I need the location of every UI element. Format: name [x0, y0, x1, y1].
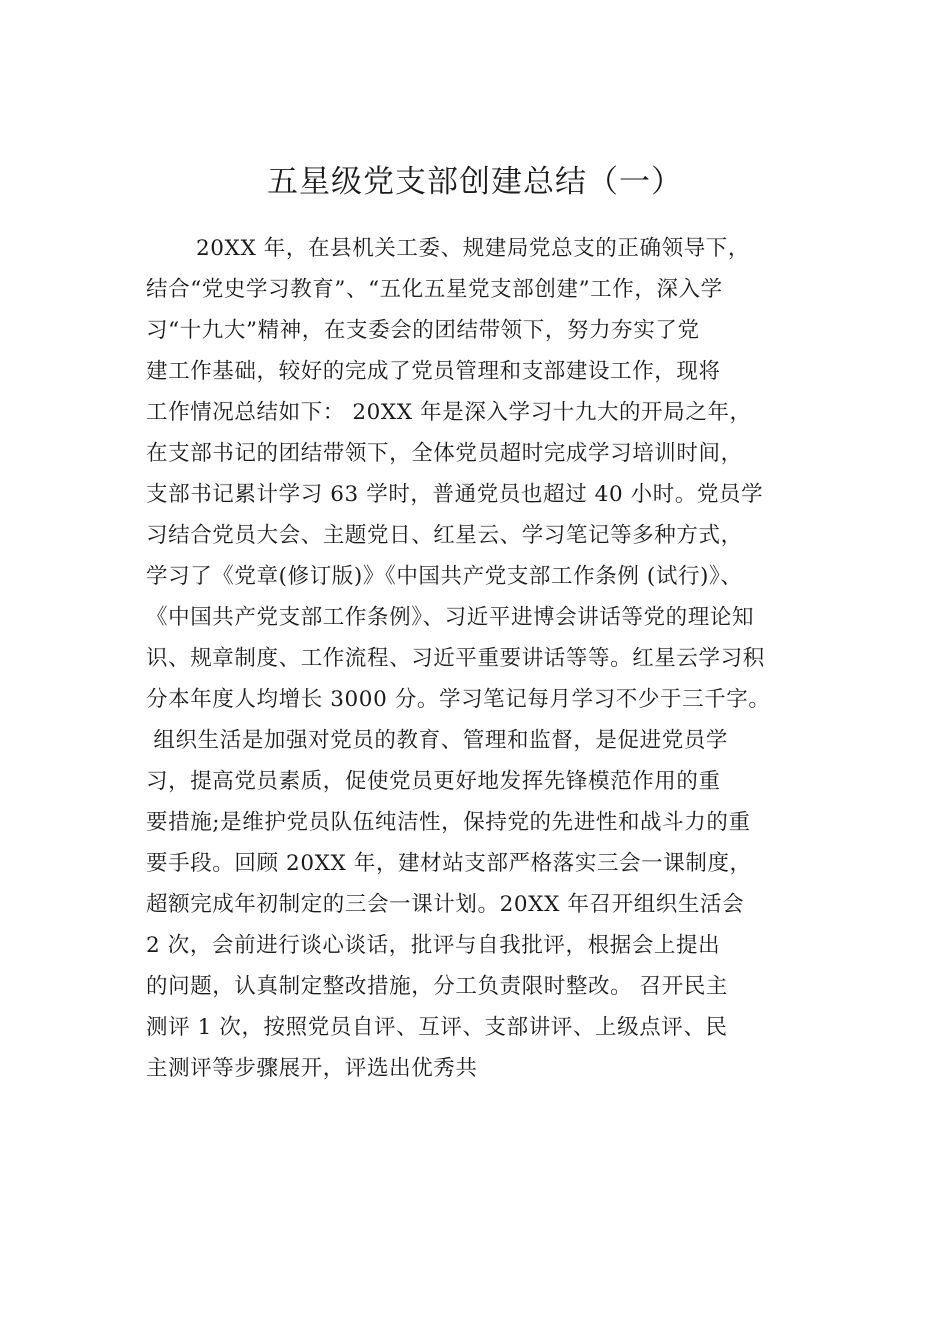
paragraph-line: 《中国共产党支部工作条例》、习近平进博会讲话等党的理论知 [146, 605, 755, 630]
paragraph-line: 学习了《党章(修订版)》《中国共产党支部工作条例 (试行)》、 [146, 564, 743, 589]
paragraph-line: 主测评等步骤展开，评选出优秀共 [146, 1056, 478, 1081]
paragraph-line: 组织生活是加强对党员的教育、管理和监督，是促进党员学 [146, 728, 729, 753]
paragraph-line: 支部书记累计学习 63 学时，普通党员也超过 40 小时。党员学 [146, 482, 764, 507]
paragraph-line: 习，提高党员素质，促使党员更好地发挥先锋模范作用的重 [146, 769, 721, 794]
paragraph-line: 20XX 年，在县机关工委、规建局党总支的正确领导下， [196, 236, 751, 261]
document-body [146, 228, 846, 1089]
paragraph-line: 超额完成年初制定的三会一课计划。20XX 年召开组织生活会 [146, 892, 745, 917]
paragraph-line: 习“十九大”精神，在支委会的团结带领下，努力夯实了党 [146, 318, 700, 343]
paragraph-line: 识、规章制度、工作流程、习近平重要讲话等等。红星云学习积 [146, 646, 765, 671]
paragraph-line: 结合“党史学习教育”、“五化五星党支部创建”工作，深入学 [146, 277, 723, 302]
paragraph-line: 在支部书记的团结带领下，全体党员超时完成学习培训时间， [146, 441, 743, 466]
paragraph-line: 要措施;是维护党员队伍纯洁性，保持党的先进性和战斗力的重 [146, 810, 751, 835]
paragraph-line: 2 次，会前进行谈心谈话，批评与自我批评，根据会上提出 [146, 933, 721, 958]
document-title: 五星级党支部创建总结（一） [267, 164, 683, 200]
paragraph-line: 要手段。回顾 20XX 年，建材站支部严格落实三会一课制度， [146, 851, 752, 876]
paragraph-line: 建工作基础，较好的完成了党员管理和支部建设工作，现将 [146, 359, 721, 384]
paragraph-line: 工作情况总结如下： 20XX 年是深入学习十九大的开局之年， [146, 400, 752, 425]
paragraph-line: 分本年度人均增长 3000 分。学习笔记每月学习不少于三千字。 [146, 687, 771, 712]
paragraph-line: 测评 1 次，按照党员自评、互评、支部讲评、上级点评、民 [146, 1015, 728, 1040]
paragraph-line: 习结合党员大会、主题党日、红星云、学习笔记等多种方式， [146, 523, 743, 548]
paragraph-line: 的问题，认真制定整改措施，分工负责限时整改。 召开民主 [146, 974, 729, 999]
